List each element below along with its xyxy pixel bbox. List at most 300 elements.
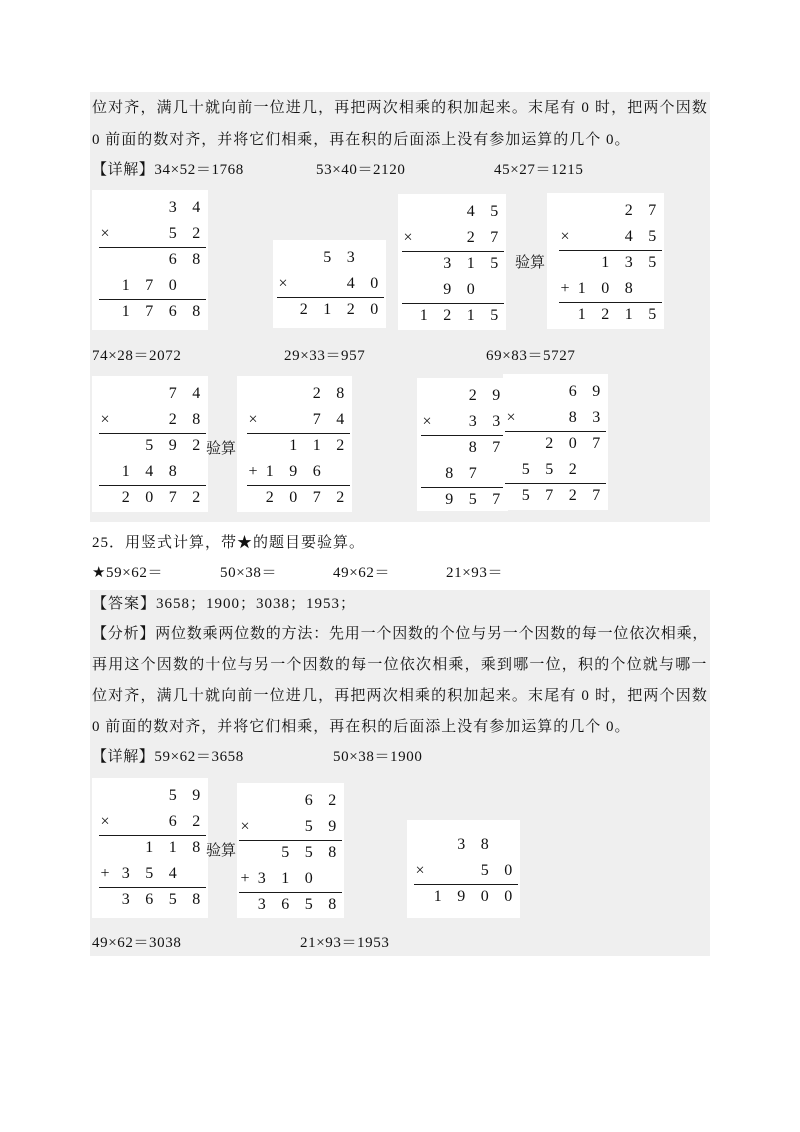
calc-row bbox=[273, 245, 386, 271]
digit-cell bbox=[138, 195, 162, 221]
digit-columns bbox=[258, 381, 352, 407]
detail-equation: 74×28＝2072 bbox=[92, 348, 182, 364]
analysis-line: 位对齐，满几十就向前一位进几，再把两次相乘的积加起来。末尾有 0 时，把两个因数 bbox=[92, 688, 709, 704]
digit-cell: 8 bbox=[328, 844, 337, 861]
digit-columns bbox=[258, 407, 352, 433]
digit-cell: 1 bbox=[323, 301, 332, 318]
digit-cell: 1 bbox=[265, 463, 274, 480]
calc-row bbox=[503, 379, 608, 405]
digit-cell: 0 bbox=[145, 489, 154, 506]
digit-cell bbox=[412, 251, 436, 277]
digit-columns bbox=[292, 271, 386, 297]
digit-cell: 2 bbox=[545, 435, 554, 452]
vertical-calc-28x74-check bbox=[237, 376, 352, 512]
multiply-sign: × bbox=[506, 409, 516, 426]
digit-cell: 4 bbox=[346, 275, 355, 292]
digit-cell: 1 bbox=[601, 254, 610, 271]
digit-cell: 4 bbox=[145, 463, 154, 480]
digit-cell bbox=[250, 814, 274, 840]
digit-cell: 5 bbox=[145, 865, 154, 882]
digit-columns bbox=[114, 247, 208, 273]
digit-cell: 2 bbox=[443, 307, 452, 324]
analysis-line: 0 前面的数对齐，并将它们相乘，再在积的后面添上没有参加运算的几个 0。 bbox=[92, 132, 631, 148]
calc-row bbox=[92, 195, 208, 221]
digit-cell bbox=[114, 195, 138, 221]
digit-cell: 3 bbox=[457, 836, 466, 853]
digit-columns bbox=[426, 858, 520, 884]
digit-cell: 1 bbox=[312, 437, 321, 454]
digit-cell bbox=[138, 407, 162, 433]
digit-cell: 7 bbox=[312, 489, 321, 506]
digit-columns bbox=[514, 405, 608, 431]
digit-cell bbox=[412, 277, 436, 303]
digit-cell: 2 bbox=[328, 792, 337, 809]
calc-row bbox=[503, 405, 608, 431]
calc-row-under-rule bbox=[237, 485, 352, 511]
digit-columns bbox=[570, 224, 664, 250]
digit-cell: 6 bbox=[145, 891, 154, 908]
calc-row bbox=[92, 783, 208, 809]
calc-row bbox=[547, 276, 664, 302]
digit-cell: 6 bbox=[312, 463, 321, 480]
digit-columns bbox=[438, 435, 509, 461]
digit-cell: 1 bbox=[168, 839, 177, 856]
digit-cell: 6 bbox=[281, 896, 290, 913]
digit-cell bbox=[514, 379, 538, 405]
digit-cell: 2 bbox=[468, 387, 477, 404]
calc-row bbox=[273, 271, 386, 297]
digit-cell bbox=[258, 433, 282, 459]
digit-cell: 3 bbox=[257, 870, 266, 887]
digit-cell bbox=[514, 431, 538, 457]
detail-equations-row bbox=[0, 346, 800, 366]
digit-cell: 5 bbox=[304, 896, 313, 913]
detail-equation: 49×62＝3038 bbox=[92, 935, 182, 951]
digit-cell: 8 bbox=[468, 439, 477, 456]
digit-cell: 7 bbox=[545, 487, 554, 504]
digit-cell: 7 bbox=[145, 277, 154, 294]
calc-row bbox=[398, 199, 506, 225]
vertical-calc-59x62 bbox=[92, 778, 208, 918]
digit-cell: 5 bbox=[304, 844, 313, 861]
digit-cell bbox=[258, 381, 282, 407]
calc-row bbox=[237, 866, 344, 892]
digit-columns bbox=[570, 198, 664, 224]
digit-cell: 3 bbox=[592, 409, 601, 426]
digit-cell bbox=[321, 866, 345, 892]
digit-cell: 8 bbox=[568, 409, 577, 426]
digit-cell: 8 bbox=[445, 465, 454, 482]
digit-cell bbox=[585, 457, 609, 483]
vertical-calc-27x45-check bbox=[547, 193, 664, 329]
detail-equations-row bbox=[0, 933, 800, 953]
digit-columns bbox=[412, 199, 506, 225]
digit-cell: 1 bbox=[419, 307, 428, 324]
digit-cell: 1 bbox=[466, 307, 475, 324]
digit-cell: 4 bbox=[624, 228, 633, 245]
calc-row-under-rule bbox=[503, 483, 608, 509]
multiply-sign: × bbox=[560, 228, 570, 245]
vertical-calc-34x52 bbox=[92, 190, 208, 330]
detail-equation: 29×33＝957 bbox=[284, 348, 366, 364]
digit-columns bbox=[292, 245, 386, 271]
digit-cell: 0 bbox=[480, 888, 489, 905]
calc-row-under-rule bbox=[547, 250, 664, 276]
digit-cell: 0 bbox=[504, 888, 513, 905]
digit-cell bbox=[316, 271, 340, 297]
digit-cell: 9 bbox=[168, 437, 177, 454]
digit-cell: 0 bbox=[289, 489, 298, 506]
vertical-calc-62x59-check bbox=[237, 783, 344, 918]
digit-cell: 1 bbox=[121, 463, 130, 480]
digit-cell: 2 bbox=[192, 437, 201, 454]
analysis-line: 再用这个因数的十位与另一个因数的每一位依次相乘，乘到哪一位，积的个位就与哪一 bbox=[92, 657, 708, 673]
digit-columns bbox=[426, 884, 520, 910]
digit-cell bbox=[250, 788, 274, 814]
digit-cell: 3 bbox=[443, 255, 452, 272]
calc-row-under-rule bbox=[237, 433, 352, 459]
calc-row-under-rule bbox=[92, 485, 208, 511]
digit-cell: 4 bbox=[336, 411, 345, 428]
digit-columns bbox=[114, 299, 208, 325]
plus-sign: + bbox=[248, 463, 258, 480]
digit-cell: 5 bbox=[648, 306, 657, 323]
detail-equation: 50×38＝1900 bbox=[333, 749, 423, 765]
digit-cell bbox=[426, 832, 450, 858]
digit-cell: 3 bbox=[468, 413, 477, 430]
digit-cell bbox=[114, 381, 138, 407]
digit-cell: 5 bbox=[304, 818, 313, 835]
digit-cell: 8 bbox=[192, 839, 201, 856]
digit-cell bbox=[436, 199, 460, 225]
digit-columns bbox=[438, 487, 509, 513]
digit-cell: 2 bbox=[568, 461, 577, 478]
answer-line: 【答案】3658；1900；3038；1953； bbox=[92, 596, 357, 612]
digit-cell bbox=[114, 835, 138, 861]
calc-row-under-rule bbox=[417, 487, 508, 513]
digit-cell: 0 bbox=[370, 275, 379, 292]
digit-cell bbox=[274, 814, 298, 840]
digit-columns bbox=[114, 221, 208, 247]
digit-cell: 4 bbox=[466, 203, 475, 220]
digit-columns bbox=[438, 409, 509, 435]
digit-cell bbox=[570, 250, 594, 276]
calc-row-under-rule bbox=[407, 884, 520, 910]
digit-cell bbox=[282, 381, 306, 407]
detail-label: 【详解】 bbox=[92, 162, 155, 178]
calc-row-under-rule bbox=[92, 433, 208, 459]
digit-cell: 3 bbox=[492, 413, 501, 430]
digit-cell: 2 bbox=[192, 813, 201, 830]
digit-cell: 7 bbox=[168, 385, 177, 402]
digit-cell: 5 bbox=[168, 891, 177, 908]
digit-columns bbox=[258, 433, 352, 459]
digit-cell: 2 bbox=[336, 489, 345, 506]
digit-cell: 2 bbox=[265, 489, 274, 506]
calc-row-under-rule bbox=[503, 431, 608, 457]
digit-columns bbox=[114, 195, 208, 221]
digit-cell: 7 bbox=[468, 465, 477, 482]
digit-cell bbox=[438, 409, 462, 435]
multiply-sign: × bbox=[248, 411, 258, 428]
digit-cell: 1 bbox=[145, 839, 154, 856]
digit-cell bbox=[292, 271, 316, 297]
plus-sign: + bbox=[560, 280, 570, 297]
question-item-starred: ★59×62＝ bbox=[92, 565, 164, 581]
check-label: 验算 bbox=[206, 441, 237, 457]
digit-columns bbox=[412, 225, 506, 251]
digit-cell bbox=[497, 832, 521, 858]
digit-columns bbox=[114, 407, 208, 433]
calc-row-under-rule bbox=[237, 892, 344, 918]
digit-cell: 8 bbox=[192, 891, 201, 908]
digit-cell: 5 bbox=[648, 228, 657, 245]
question-item: 49×62＝ bbox=[333, 565, 391, 581]
digit-cell bbox=[138, 783, 162, 809]
digit-columns bbox=[250, 892, 344, 918]
digit-cell: 0 bbox=[370, 301, 379, 318]
calc-row bbox=[92, 221, 208, 247]
digit-cell: 5 bbox=[168, 787, 177, 804]
digit-cell bbox=[138, 381, 162, 407]
digit-cell: 2 bbox=[121, 489, 130, 506]
digit-cell: 7 bbox=[312, 411, 321, 428]
digit-cell: 7 bbox=[648, 202, 657, 219]
detail-equation: 45×27＝1215 bbox=[494, 162, 584, 178]
digit-columns bbox=[114, 485, 208, 511]
digit-cell: 2 bbox=[192, 225, 201, 242]
digit-cell: 4 bbox=[192, 199, 201, 216]
digit-cell bbox=[570, 224, 594, 250]
check-label: 验算 bbox=[515, 255, 546, 271]
digit-cell: 0 bbox=[568, 435, 577, 452]
calc-row bbox=[503, 457, 608, 483]
calc-row bbox=[237, 814, 344, 840]
digit-cell bbox=[138, 809, 162, 835]
calc-row bbox=[398, 225, 506, 251]
multiply-sign: × bbox=[403, 229, 413, 246]
digit-cell bbox=[114, 221, 138, 247]
calc-row bbox=[92, 381, 208, 407]
check-label: 验算 bbox=[206, 843, 237, 859]
digit-cell: 3 bbox=[346, 249, 355, 266]
question-prompt: 25．用竖式计算，带★的题目要验算。 bbox=[92, 535, 366, 551]
detail-equation: 21×93＝1953 bbox=[300, 935, 390, 951]
digit-columns bbox=[438, 383, 509, 409]
multiply-sign: × bbox=[415, 862, 425, 879]
digit-cell bbox=[292, 245, 316, 271]
digit-cell: 8 bbox=[624, 280, 633, 297]
digit-cell: 5 bbox=[545, 461, 554, 478]
digit-columns bbox=[570, 276, 664, 302]
digit-cell: 7 bbox=[592, 435, 601, 452]
calc-row bbox=[92, 459, 208, 485]
calc-row-under-rule bbox=[92, 835, 208, 861]
digit-cell: 3 bbox=[624, 254, 633, 271]
digit-cell bbox=[450, 858, 474, 884]
digit-cell: 7 bbox=[145, 303, 154, 320]
digit-cell: 1 bbox=[466, 255, 475, 272]
calc-row-under-rule bbox=[398, 303, 506, 329]
digit-cell: 6 bbox=[304, 792, 313, 809]
vertical-calc-69x83 bbox=[503, 374, 608, 510]
digit-cell: 5 bbox=[521, 487, 530, 504]
digit-cell: 5 bbox=[490, 255, 499, 272]
digit-cell: 2 bbox=[466, 229, 475, 246]
digit-cell: 2 bbox=[601, 306, 610, 323]
digit-cell: 0 bbox=[504, 862, 513, 879]
detail-label: 【详解】 bbox=[92, 749, 155, 765]
digit-cell bbox=[438, 383, 462, 409]
digit-cell: 5 bbox=[480, 862, 489, 879]
digit-cell: 9 bbox=[592, 383, 601, 400]
digit-cell: 0 bbox=[304, 870, 313, 887]
calc-row-under-rule bbox=[92, 887, 208, 913]
multiply-sign: × bbox=[100, 813, 110, 830]
vertical-calc-74x28 bbox=[92, 376, 208, 512]
digit-columns bbox=[292, 297, 386, 323]
digit-cell bbox=[185, 861, 209, 887]
digit-cell: 0 bbox=[601, 280, 610, 297]
digit-cell bbox=[538, 379, 562, 405]
digit-cell: 5 bbox=[323, 249, 332, 266]
calc-row bbox=[92, 407, 208, 433]
vertical-calc-29x33 bbox=[417, 378, 508, 511]
digit-columns bbox=[514, 457, 608, 483]
digit-columns bbox=[114, 273, 208, 299]
digit-cell bbox=[438, 435, 462, 461]
analysis-line: 位对齐，满几十就向前一位进几，再把两次相乘的积加起来。末尾有 0 时，把两个因数 bbox=[92, 100, 709, 116]
detail-equations-row bbox=[0, 747, 800, 767]
digit-columns bbox=[114, 861, 208, 887]
digit-cell bbox=[594, 198, 618, 224]
digit-cell: 8 bbox=[192, 303, 201, 320]
digit-cell: 5 bbox=[648, 254, 657, 271]
digit-columns bbox=[570, 250, 664, 276]
multiply-sign: × bbox=[422, 413, 432, 430]
digit-columns bbox=[514, 379, 608, 405]
multiply-sign: × bbox=[100, 225, 110, 242]
digit-cell: 5 bbox=[490, 203, 499, 220]
calc-row bbox=[237, 407, 352, 433]
digit-cell: 8 bbox=[192, 411, 201, 428]
digit-cell bbox=[114, 809, 138, 835]
digit-cell: 0 bbox=[168, 277, 177, 294]
digit-columns bbox=[412, 251, 506, 277]
analysis-line: 【分析】两位数乘两位数的方法：先用一个因数的个位与另一个因数的每一位依次相乘， bbox=[92, 626, 709, 642]
digit-cell: 5 bbox=[168, 225, 177, 242]
digit-cell: 9 bbox=[457, 888, 466, 905]
calc-row-under-rule bbox=[273, 297, 386, 323]
question-items bbox=[0, 563, 800, 583]
digit-cell bbox=[185, 459, 209, 485]
digit-cell bbox=[412, 199, 436, 225]
digit-cell: 5 bbox=[521, 461, 530, 478]
digit-columns bbox=[114, 887, 208, 913]
digit-columns bbox=[570, 302, 664, 328]
calc-row bbox=[237, 788, 344, 814]
digit-cell: 2 bbox=[568, 487, 577, 504]
digit-cell bbox=[250, 840, 274, 866]
digit-cell bbox=[138, 221, 162, 247]
digit-cell bbox=[274, 788, 298, 814]
digit-columns bbox=[250, 866, 344, 892]
digit-cell bbox=[426, 858, 450, 884]
digit-cell: 6 bbox=[168, 813, 177, 830]
calc-row bbox=[547, 224, 664, 250]
digit-cell: 0 bbox=[466, 281, 475, 298]
digit-cell bbox=[436, 225, 460, 251]
digit-columns bbox=[114, 433, 208, 459]
digit-cell bbox=[594, 224, 618, 250]
digit-cell: 9 bbox=[192, 787, 201, 804]
digit-cell: 1 bbox=[433, 888, 442, 905]
detail-equations-row bbox=[0, 160, 800, 180]
digit-cell: 1 bbox=[121, 303, 130, 320]
question-item: 50×38＝ bbox=[220, 565, 278, 581]
multiply-sign: × bbox=[278, 275, 288, 292]
digit-columns bbox=[258, 459, 352, 485]
calc-row-under-rule bbox=[417, 435, 508, 461]
digit-cell: 9 bbox=[492, 387, 501, 404]
calc-row-under-rule bbox=[547, 302, 664, 328]
digit-cell: 5 bbox=[281, 844, 290, 861]
digit-cell: 1 bbox=[121, 277, 130, 294]
digit-cell bbox=[114, 407, 138, 433]
digit-cell: 7 bbox=[492, 491, 501, 508]
digit-cell: 6 bbox=[168, 303, 177, 320]
digit-cell bbox=[483, 277, 507, 303]
digit-columns bbox=[114, 783, 208, 809]
multiply-sign: × bbox=[100, 411, 110, 428]
digit-cell: 7 bbox=[168, 489, 177, 506]
digit-cell bbox=[114, 247, 138, 273]
digit-cell: 5 bbox=[145, 437, 154, 454]
digit-cell: 8 bbox=[336, 385, 345, 402]
digit-columns bbox=[250, 840, 344, 866]
calc-row bbox=[417, 409, 508, 435]
calc-row bbox=[237, 459, 352, 485]
digit-cell bbox=[258, 407, 282, 433]
digit-cell: 3 bbox=[257, 896, 266, 913]
calc-row-under-rule bbox=[92, 299, 208, 325]
calc-row bbox=[417, 383, 508, 409]
vertical-calc-38x50 bbox=[407, 820, 520, 918]
plus-sign: + bbox=[100, 865, 110, 882]
digit-cell bbox=[185, 273, 209, 299]
digit-cell: 2 bbox=[336, 437, 345, 454]
digit-cell: 9 bbox=[289, 463, 298, 480]
digit-cell: 2 bbox=[312, 385, 321, 402]
digit-cell: 1 bbox=[577, 280, 586, 297]
calc-row-under-rule bbox=[237, 840, 344, 866]
digit-cell bbox=[138, 247, 162, 273]
digit-cell: 5 bbox=[490, 307, 499, 324]
digit-cell: 1 bbox=[289, 437, 298, 454]
digit-cell bbox=[538, 405, 562, 431]
digit-cell bbox=[570, 198, 594, 224]
digit-cell: 4 bbox=[168, 865, 177, 882]
digit-cell: 2 bbox=[168, 411, 177, 428]
equation-text: 34×52＝1768 bbox=[154, 162, 244, 178]
digit-cell: 9 bbox=[445, 491, 454, 508]
calc-row bbox=[547, 198, 664, 224]
digit-columns bbox=[514, 431, 608, 457]
digit-cell: 1 bbox=[577, 306, 586, 323]
digit-cell: 7 bbox=[490, 229, 499, 246]
digit-cell: 3 bbox=[121, 891, 130, 908]
digit-columns bbox=[258, 485, 352, 511]
